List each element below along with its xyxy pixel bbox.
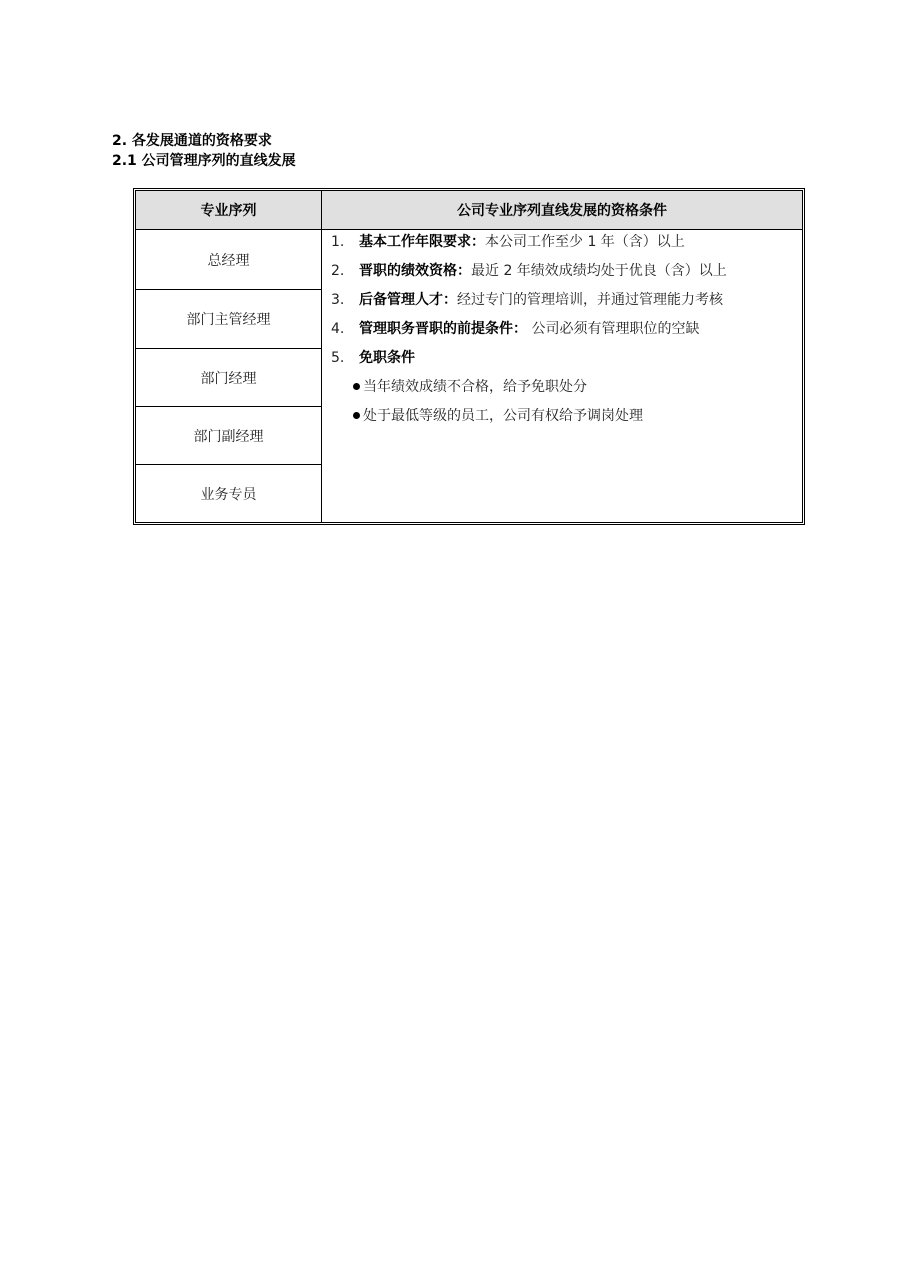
requirement-number: 4. [331,321,345,337]
dismissal-bullet-item [331,377,791,406]
position-cell: 部门经理 [136,349,321,407]
requirement-title: 晋职的绩效资格： [359,263,471,279]
requirement-text: 最近 2 年绩效成绩均处于优良（含）以上 [471,263,727,279]
requirement-number: 2. [331,263,345,279]
table-header-row [136,191,802,230]
requirement-item [331,261,791,290]
requirement-number: 1. [331,234,345,250]
position-column [136,230,322,522]
section-heading: 2. 各发展通道的资格要求 [112,133,272,149]
requirement-title: 后备管理人才： [359,292,457,308]
subsection-heading: 2.1 公司管理序列的直线发展 [112,153,296,169]
conditions-column [323,230,802,522]
requirement-title: 免职条件 [359,350,415,366]
position-cell: 部门副经理 [136,407,321,465]
position-cell: 业务专员 [200,486,257,503]
requirement-item [331,290,791,319]
requirement-text: 本公司工作至少 1 年（含）以上 [485,234,685,250]
requirement-number: 3. [331,292,345,308]
bullet-icon [353,412,360,419]
header-qualification-conditions: 公司专业序列直线发展的资格条件 [457,203,667,219]
requirement-item [331,348,791,377]
requirement-title: 管理职务晋职的前提条件： [359,321,527,337]
bullet-text: 处于最低等级的员工，公司有权给予调岗处理 [363,408,643,424]
requirements-list [331,232,791,435]
position-cell: 部门主管经理 [136,290,321,349]
dismissal-bullet-item [331,406,791,435]
bullet-icon [353,383,360,390]
bullet-text: 当年绩效成绩不合格，给予免职处分 [363,379,587,395]
requirement-item [331,319,791,348]
requirement-item [331,232,791,261]
requirement-text: 经过专门的管理培训，并通过管理能力考核 [457,292,723,308]
requirement-title: 基本工作年限要求： [359,234,485,250]
requirement-number: 5. [331,350,345,366]
position-cell: 总经理 [136,230,321,290]
header-position-sequence: 专业序列 [136,191,322,229]
requirement-text: 公司必须有管理职位的空缺 [527,321,700,337]
qualification-table [133,188,805,525]
